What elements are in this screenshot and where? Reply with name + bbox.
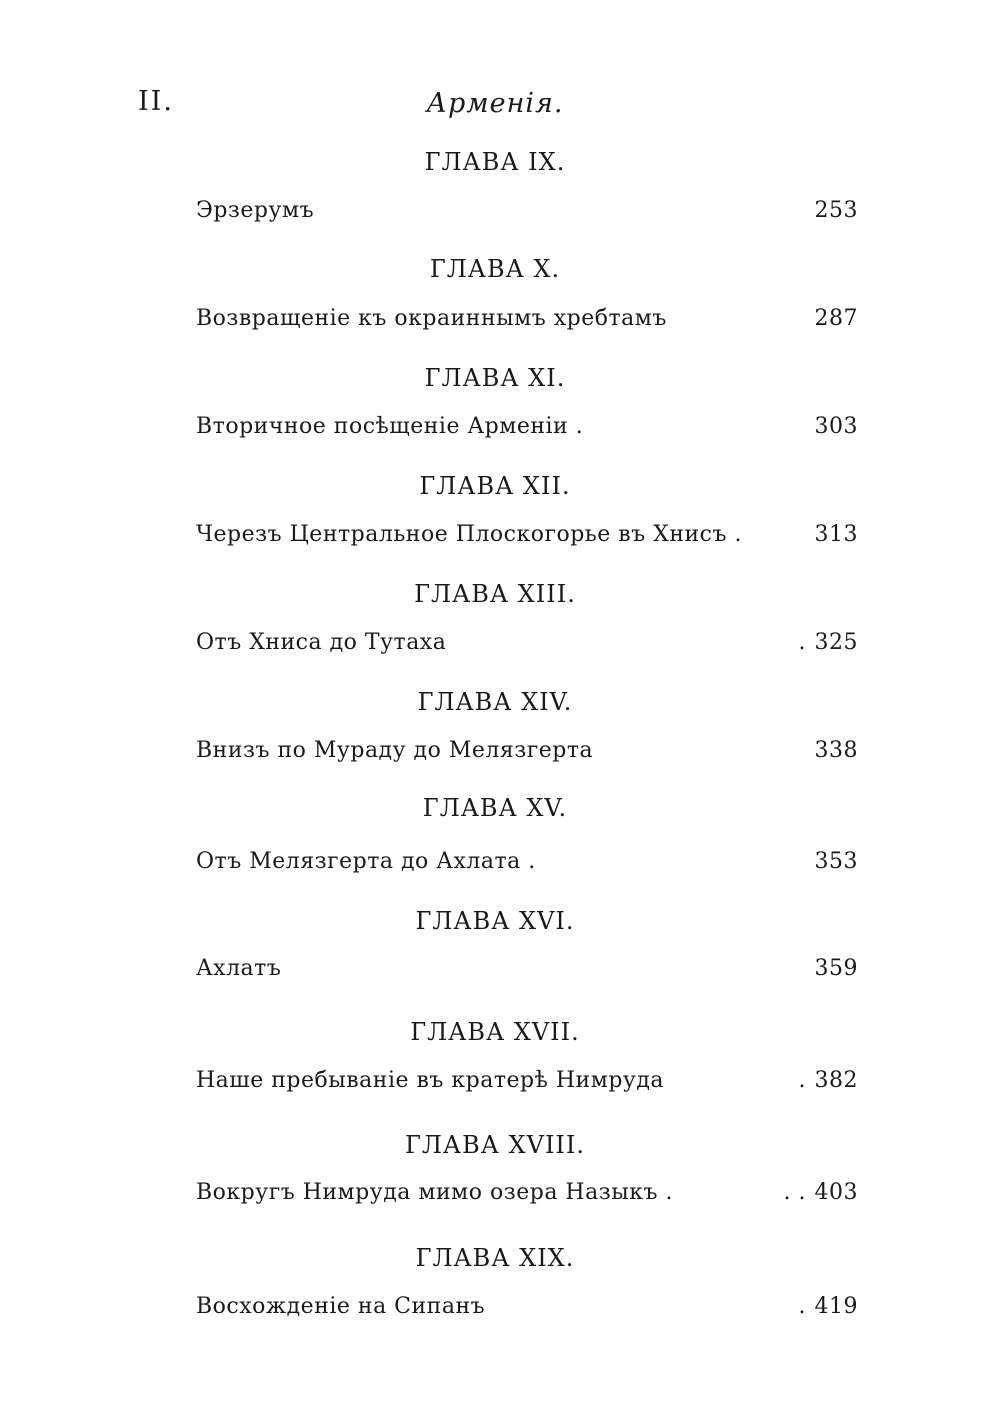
toc-entry [196,198,858,228]
entry-title: Отъ Хниса до Тутаха [196,630,447,655]
entry-page-number: 313 [814,522,858,547]
entry-page-number: 403 [814,1180,858,1205]
toc-entry [196,1068,858,1098]
entry-leader: . . [783,1180,806,1205]
toc-entry [196,1294,858,1324]
chapter-heading: ГЛАВА X. [429,255,561,283]
entry-page-number: 353 [814,849,858,874]
entry-page-number: 419 [814,1294,858,1319]
toc-entry [196,738,858,768]
entry-page-number: 382 [814,1068,858,1093]
entry-page-number: 303 [814,414,858,439]
chapter-heading: ГЛАВА XIII. [414,580,576,608]
chapter-heading: ГЛАВА XV. [422,794,568,822]
entry-title: Отъ Мелязгерта до Ахлата . [196,849,536,874]
entry-title: Возвращеніе къ окраиннымъ хребтамъ [196,306,667,331]
chapter-heading: ГЛАВА XII. [419,472,571,500]
entry-leader: . [798,1294,806,1319]
entry-title: Ахлатъ [196,956,282,981]
entry-title: Вторичное посѣщеніе Арменіи . [196,414,584,439]
toc-entry [196,522,858,552]
entry-title: Черезъ Центральное Плоскогорье въ Хнисъ . [196,522,742,547]
entry-title: Вокругъ Нимруда мимо озера Назыкъ . [196,1180,673,1205]
toc-entry [196,1180,858,1210]
chapter-heading: ГЛАВА XVII. [410,1018,580,1046]
entry-page-number: 287 [814,306,858,331]
entry-title: Эрзерумъ [196,198,315,223]
chapter-heading: ГЛАВА XIV. [417,688,573,716]
part-title [0,88,1000,119]
toc-entry [196,849,858,879]
part-title-text: Арменія. [426,88,564,119]
chapter-heading: ГЛАВА IX. [424,148,566,176]
entry-page-number: 338 [814,738,858,763]
chapter-heading: ГЛАВА XVI. [415,907,575,935]
toc-entry [196,414,858,444]
chapter-heading: ГЛАВА XIX. [415,1244,575,1272]
chapter-heading: ГЛАВА XI. [424,364,566,392]
entry-title: Внизъ по Мураду до Мелязгерта [196,738,594,763]
chapter-heading: ГЛАВА XVIII. [404,1131,586,1159]
entry-title: Наше пребываніе въ кратерѣ Нимруда [196,1068,665,1093]
toc-entry [196,306,858,336]
entry-page-number: 253 [814,198,858,223]
entry-page-number: 325 [814,630,858,655]
entry-leader: . [798,1068,806,1093]
entry-page-number: 359 [814,956,858,981]
entry-title: Восхожденіе на Сипанъ [196,1294,486,1319]
entry-leader: . [798,630,806,655]
toc-entry [196,630,858,660]
toc-entry [196,956,858,986]
page-number: II. [138,86,174,117]
